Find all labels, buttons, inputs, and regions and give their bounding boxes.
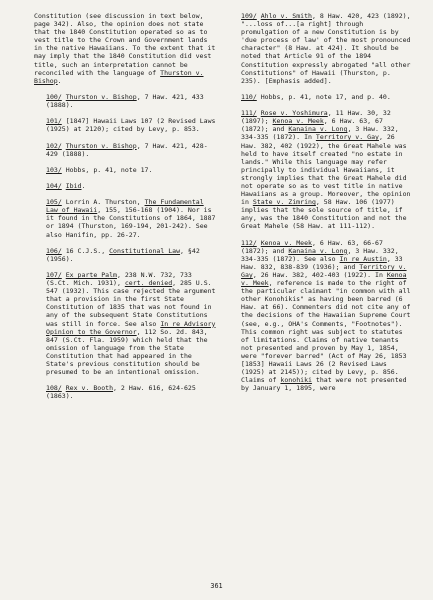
- text-run: , 6 Haw. 63, 67 (1872); and: [241, 117, 383, 134]
- underlined-text: The Fundamental Law of Hawaii: [46, 198, 204, 215]
- underlined-text: 100/: [46, 92, 62, 101]
- underlined-text: Kanaina v. Long: [288, 125, 348, 134]
- footnote-110: [229, 93, 412, 101]
- underlined-text: Rex v. Booth: [65, 384, 114, 393]
- underlined-text: 103/: [46, 165, 62, 174]
- text-run: 16 C.J.S.,: [61, 246, 110, 255]
- underlined-text: Kanaina v. Long: [288, 246, 348, 255]
- footnote-103: [34, 166, 216, 174]
- underlined-text: 104/: [46, 181, 62, 190]
- text-run: , 112 So. 2d. 843, 847 (S.Ct. Fla. 1959) which held that the omission of language from the State Constitution that had appeared in the State's previous constitution should be presumed to be an intentional omission.: [46, 327, 208, 377]
- text-run: .: [57, 76, 62, 85]
- underlined-text: 109/: [241, 12, 257, 20]
- underlined-text: 101/: [46, 117, 62, 126]
- footnote-106: [34, 247, 216, 263]
- underlined-text: State v. Zimring: [252, 198, 316, 207]
- text-run: , 33 Haw. 832, 838-839 (1936); and: [241, 254, 403, 271]
- text-run: , 8 Haw. 420, 423 (1892), "...loss of...[a right] through promulgation of a new Constitution is by 'due process of law' of the most pronounced character" (8 Haw. at 424). It should be noted that Article 91 of the 1894 Constitution expressly abrogated "all other Constitutions" of Hawaii (Thurston, p. 235). [Emphasis added].: [241, 12, 411, 85]
- underlined-text: Thurston v. Bishop: [34, 68, 204, 85]
- underlined-text: konohiki: [280, 376, 312, 385]
- text-run: , 7 Haw. 421, 428-429 (1888).: [46, 141, 208, 158]
- underlined-text: Thurston v. Bishop: [65, 141, 137, 150]
- underlined-text: 110/: [241, 92, 257, 101]
- text-run: that were not presented by January 1, 1895, were: [241, 376, 407, 393]
- underlined-text: 102/: [46, 141, 62, 150]
- text-run: Constitution (see discussion in text below, page 342). Also, the opinion does not state that the 1840 Constitution operated so as to vest title to the Crown and Government lands in the native Hawaiians. To the extent that it may imply that the 1840 Constitution did vest title, such an interpretation cannot be reconciled with the language of: [34, 12, 216, 77]
- text-run: , 11 Haw. 30, 32 (1897);: [241, 109, 391, 126]
- text-run: , 7 Haw. 421, 433 (1888).: [46, 92, 204, 110]
- text-run: , 155, 156-168 (1904). Nor is it found in the Constitutions of 1864, 1887 or 1894 (Thurston, 169-194, 201-242). See also Hanifin, pp. 26-27.: [46, 206, 216, 239]
- text-run: , 26 Haw. 382, 402-403 (1922). In: [252, 271, 387, 279]
- underlined-text: 111/: [241, 109, 257, 118]
- underlined-text: Territory v. Gay: [315, 133, 379, 142]
- text-run: , 2 Haw. 616, 624-625 (1863).: [46, 384, 196, 401]
- continued-paragraph: [34, 12, 216, 85]
- text-run: Hobbs, p. 41, note 17.: [61, 165, 153, 174]
- text-run: [1847] Hawaii Laws 107 (2 Revised Laws (1925) at 2120); cited by Levy, p. 853.: [46, 117, 216, 134]
- footnote-108: [34, 384, 216, 400]
- underlined-text: Kenoa v. Meek: [260, 238, 312, 247]
- underlined-text: cert. denied: [124, 279, 173, 288]
- footnote-109: [229, 12, 412, 85]
- footnote-105: [34, 198, 216, 238]
- text-run: , §42 (1956).: [46, 246, 200, 263]
- text-run: This common right was subject to statutes of limitations. Claims of native tenants not presented and proven by May 1, 1854, were "forever barred" (Act of May 26, 1853 [1853] Hawaii Laws 26 (2 Revised Laws (1925) at 2145)); cited by Levy, p. 856. Claims of: [241, 327, 407, 385]
- text-run: .: [81, 181, 86, 190]
- underlined-text: Ibid: [65, 181, 82, 190]
- text-run: , 3 Haw. 332, 334-335 (1872). See also: [241, 246, 399, 263]
- footnote-101: [34, 117, 216, 133]
- text-run: , reference is made to the right of the particular claimant "in common with all other Konohikis" as having been barred (6 Haw. at 66). Commenters did not cite any of the decisions of the Hawaiian Supreme Court (see, e.g., OHA's Comments, "Footnotes").: [241, 279, 411, 328]
- underlined-text: Kenoa v. Meek: [272, 117, 324, 126]
- underlined-text: In re Advisory Opinion to the Governor: [46, 319, 216, 336]
- footnote-104: [34, 182, 216, 190]
- underlined-text: 107/: [46, 271, 62, 279]
- underlined-text: In re Austin: [339, 254, 387, 263]
- footnote-102: [34, 142, 216, 158]
- underlined-text: Thurston v. Bishop: [65, 92, 137, 101]
- text-run: , 3 Haw. 332, 334-335 (1872). In: [241, 125, 399, 142]
- text-run: , 285 U.S. 547 (1932). This case rejected the argument that a provision in the first State Constitution of 1835 that was not found in any of the subsequent State Constitutions was still in force. See also: [46, 279, 216, 328]
- text-run: , 26 Haw. 382, 402 (1922), the Great Mahele was held to have itself created "no estate in lands." While this language may refer principally to individual Hawaiians, it strongly implies that the Great Mahele did not operate so as to vest title in native Hawaiians as a group. Moreover, the opinion in: [241, 133, 411, 207]
- underlined-text: Ahlo v. Smith: [260, 12, 312, 20]
- underlined-text: Kenoa v. Meek: [241, 271, 407, 288]
- right-column: [229, 12, 412, 401]
- text-run: , 58 Haw. 106 (1977) implies that the sole source of title, if any, was the 1840 Constitution and not the Great Mahele (58 Haw. at 111-112).: [241, 198, 407, 231]
- text-run: , 6 Haw. 63, 66-67 (1872); and: [241, 238, 383, 255]
- footnote-111: [229, 109, 412, 230]
- page-number: 361: [210, 582, 223, 590]
- underlined-text: 108/: [46, 384, 62, 393]
- underlined-text: 106/: [46, 246, 62, 255]
- left-column: [34, 12, 216, 409]
- underlined-text: Constitutional Law: [109, 246, 181, 255]
- underlined-text: Ex parte Palm: [65, 271, 117, 279]
- underlined-text: Territory v. Gay: [241, 262, 407, 279]
- underlined-text: 105/: [46, 198, 62, 207]
- text-run: , 238 N.W. 732, 733 (S.Ct. Mich. 1931),: [46, 271, 192, 288]
- text-run: Lorrin A. Thurston,: [61, 198, 145, 207]
- footnote-100: [34, 93, 216, 109]
- text-run: Hobbs, p. 41, note 17, and p. 40.: [256, 92, 391, 101]
- footnote-107: [34, 271, 216, 376]
- underlined-text: 112/: [241, 238, 257, 247]
- footnote-112: [229, 239, 412, 393]
- underlined-text: Rose v. Yoshimura: [260, 109, 328, 118]
